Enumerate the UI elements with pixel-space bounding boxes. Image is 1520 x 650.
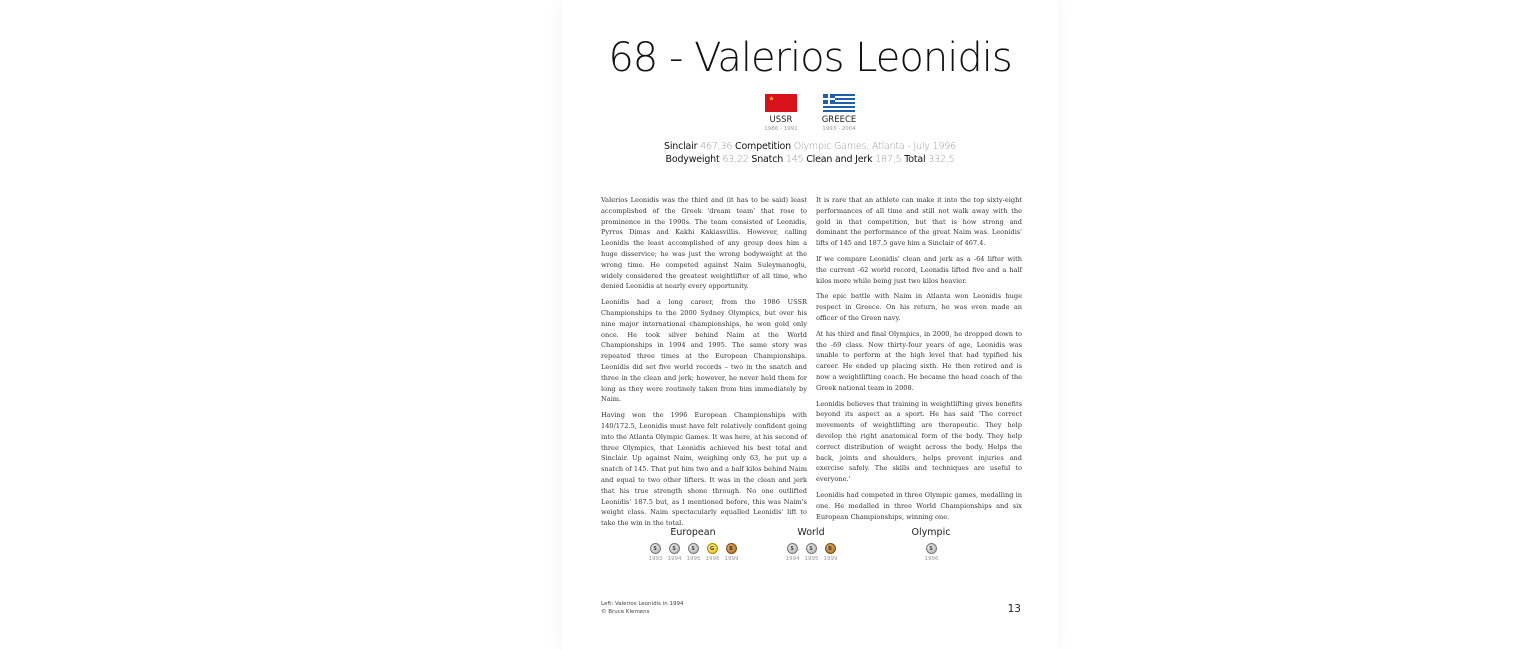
medal-group-european: [646, 527, 740, 562]
medal-year: 1996: [705, 556, 720, 562]
medal-row: [774, 543, 848, 562]
medal-year: 1994: [667, 556, 682, 562]
silver-medal: [687, 543, 700, 562]
snatch-label: Snatch: [751, 154, 784, 165]
bronze-medal: [725, 543, 738, 562]
silver-medal-icon: S: [806, 543, 817, 554]
country-ussr: [761, 94, 801, 132]
caption-line: Left: Valerios Leonidis in 1994: [601, 601, 684, 607]
medal-group-title: Olympic: [911, 527, 951, 538]
book-page: [562, 0, 1058, 650]
page-number: 13: [1007, 603, 1021, 615]
competition-label: Competition: [735, 141, 791, 152]
country-greece: [819, 94, 859, 132]
total-value: 332,5: [928, 154, 955, 165]
medal-year: 1996: [924, 556, 939, 562]
sinclair-label: Sinclair: [663, 141, 698, 152]
gold-medal-icon: G: [707, 543, 718, 554]
silver-medal: [649, 543, 662, 562]
medal-row: [901, 543, 961, 562]
paragraph: Leonidis believes that training in weightlifting gives benefits beyond its aspect as a sport. He has said 'The correct movements of weightlifting are therapeutic. They help develop the right anatomical form of the body. They help correct distribution of weight across the body. Helps the back, joints and shoulders, helps prevent injuries and exercise safely. The skills and techniques are useful to everyone.': [816, 399, 1022, 484]
medal-year: 1995: [686, 556, 701, 562]
silver-medal-icon: S: [688, 543, 699, 554]
paragraph: Having won the 1996 European Championships with 140/172.5, Leonidis must have felt relatively confident going into the Atlanta Olympic Games. It was here, at his second of three Olympics, that Leonidis achieved his best total and Sinclair. Up against Naim, weighing only 63, he put up a snatch of 145. That put him two and a half kilos behind Naim and equal to two other lifters. It was in the clean and jerk that his true strength shone through. No one outlifted Leonidis' 187.5 but, as I mentioned before, this was Naim's weight class. Naim spectacularly equalled Leonidis' lift to take the win in the total.: [601, 411, 807, 528]
bronze-medal-icon: B: [726, 543, 737, 554]
paragraph: Leonidis had competed in three Olympic games, medalling in one. He medalled in three World Championships and six European Championships, winning one.: [816, 490, 1022, 521]
stats-line-1: [562, 140, 1058, 153]
silver-medal-icon: S: [650, 543, 661, 554]
competition-value: Olympic Games, Atlanta - July 1996: [793, 141, 956, 152]
country-flags: [562, 94, 1058, 132]
greece-flag-icon: [823, 94, 855, 112]
silver-medal: [668, 543, 681, 562]
medal-year: 1993: [648, 556, 663, 562]
country-years: 1986 - 1991: [764, 126, 798, 132]
page-title: 68 - Valerios Leonidis: [608, 35, 1012, 81]
bronze-medal-icon: B: [825, 543, 836, 554]
country-years: 1993 - 2004: [822, 126, 856, 132]
medal-group-title: European: [670, 527, 716, 538]
silver-medal: [786, 543, 799, 562]
stats-line-2: [562, 153, 1058, 166]
silver-medal: [925, 543, 938, 562]
paragraph: At his third and final Olympics, in 2000, he dropped down to the -69 class. Now thirty-four years of age, Leonidis was unable to perform at the high level that had typified his career. He ended up placing sixth. He then retired and is now a weightlifting coach. He became the head coach of the Greek national team in 2008.: [816, 329, 1022, 392]
total-label: Total: [904, 154, 926, 165]
paragraph: It is rare that an athlete can make it into the top sixty-eight performances of all time and still not walk away with the gold in that competition, but that is how strong and dominant the performance of the great Naim was. Leonidis' lifts of 145 and 187.5 gave him a Sinclair of 467.4.: [816, 196, 1022, 248]
medal-year: 1999: [823, 556, 838, 562]
article-body: [601, 195, 1022, 534]
caption-credit: © Bruce Klemens: [601, 609, 650, 615]
right-column: [816, 195, 1022, 534]
medal-year: 1994: [785, 556, 800, 562]
snatch-value: 145: [785, 154, 804, 165]
medal-year: 1999: [724, 556, 739, 562]
silver-medal-icon: S: [926, 543, 937, 554]
clean-jerk-label: Clean and Jerk: [806, 154, 873, 165]
paragraph: Valerios Leonidis was the third and (it has to be said) least accomplished of the Greek 'dream team' that rose to prominence in the 1990s. The team consisted of Leonidis, Pyrros Dimas and Kakhi Kakiasvillis. However, calling Leonidis the least accomplished of any group does him a huge disservice; he was just the wrong bodyweight at the wrong time. He competed against Naim Suleymanoglu, widely considered the greatest weightlifter of all time, who denied Leonidis at nearly every opportunity.: [601, 196, 807, 291]
paragraph: If we compare Leonidis' clean and jerk as a -64 lifter with the current -62 world record, Leonidis lifted five and a half kilos more while being just two kilos heavier.: [816, 254, 1022, 285]
medal-group-world: [774, 527, 848, 562]
medal-group-title: World: [797, 527, 825, 538]
sinclair-value: 467,36: [700, 141, 733, 152]
paragraph: The epic battle with Naim in Atlanta won Leonidis huge respect in Greece. On his return, he was even made an officer of the Green navy.: [816, 292, 1022, 322]
medal-group-olympic: [901, 527, 961, 562]
bodyweight-value: 63,22: [722, 154, 749, 165]
medal-year: 1995: [804, 556, 819, 562]
country-name: USSR: [769, 115, 793, 125]
ussr-flag-icon: [765, 94, 797, 112]
silver-medal: [805, 543, 818, 562]
clean-jerk-value: 187,5: [875, 154, 902, 165]
gold-medal: [706, 543, 719, 562]
left-column: [601, 195, 807, 534]
country-name: GREECE: [821, 115, 857, 125]
lift-stats: [562, 140, 1058, 166]
bodyweight-label: Bodyweight: [665, 154, 720, 165]
bronze-medal: [824, 543, 837, 562]
silver-medal-icon: S: [669, 543, 680, 554]
photo-caption: [601, 600, 683, 616]
paragraph: Leonidis had a long career, from the 1986 USSR Championships to the 2000 Sydney Olympics, but over his nine major international championships, he won gold only once. He took silver behind Naim at the World Championships in 1994 and 1995. The same story was repeated three times at the European Championships. Leonidis did set five world records – two in the snatch and three in the clean and jerk; however, he never held them for long as they were routinely taken from him immediately by Naim.: [601, 298, 807, 404]
medal-row: [646, 543, 740, 562]
silver-medal-icon: S: [787, 543, 798, 554]
